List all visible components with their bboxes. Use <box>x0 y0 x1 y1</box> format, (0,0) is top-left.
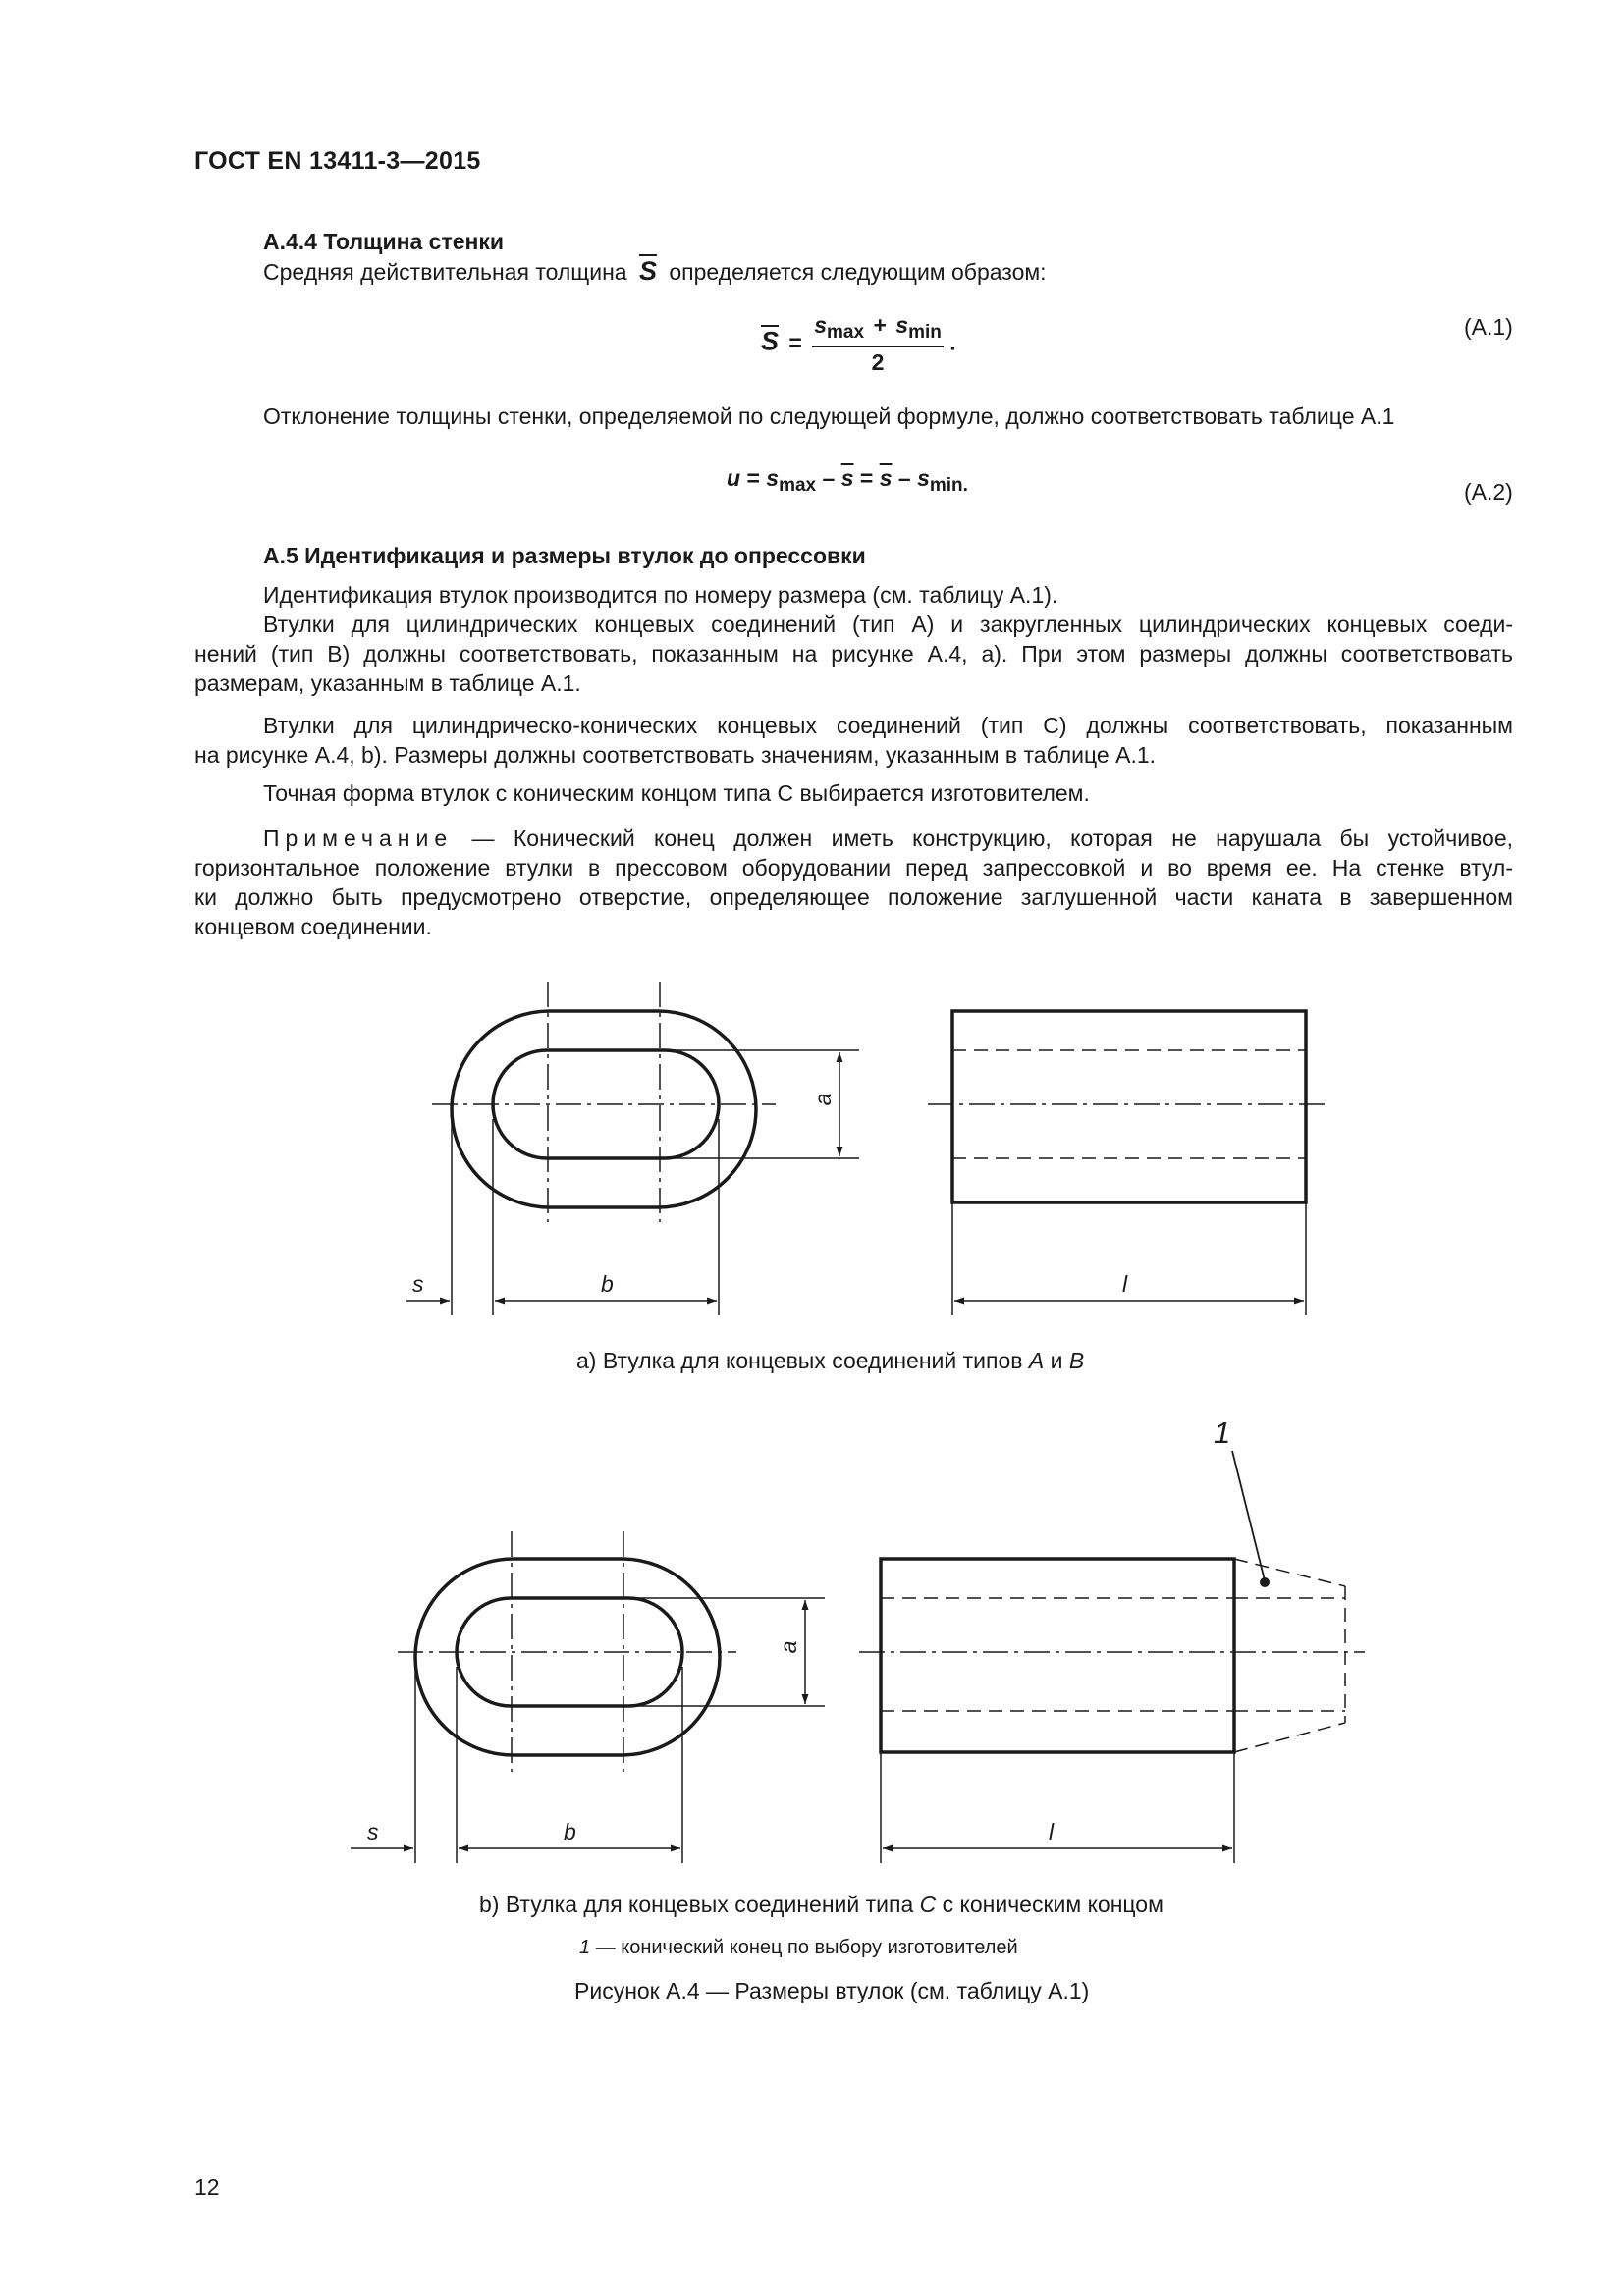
section-heading-a44: А.4.4 Толщина стенки <box>263 229 505 254</box>
figure-title: Рисунок А.4 — Размеры втулок (см. таблицу А.1) <box>574 1978 1090 2003</box>
figure-a-side-view <box>928 1011 1330 1315</box>
a5-paragraph-3: Втулки для цилиндрическо-конических концевых соединений (тип C) должны соответствовать, показанным на рисунке А.4, b). Размеры должны соответствовать значениям, указанным в таблице А.1. <box>194 713 1513 768</box>
label-s-b: s <box>367 1819 379 1844</box>
label-a: a <box>810 1093 836 1106</box>
formula-a2: $u = s_{max} - \overline{s} = \overline{s} - s_{min.}$ <box>727 465 968 496</box>
callout-dot <box>1260 1577 1270 1587</box>
label-b-b: b <box>564 1819 576 1844</box>
figure-b-cross-section <box>351 1531 825 1863</box>
note-label: Примечание <box>263 826 454 851</box>
caption-figure-b: b) Втулка для концевых соединений типа C с коническим концом <box>479 1892 1164 1917</box>
label-a-b: a <box>776 1640 801 1654</box>
formula-a1-number: (А.1) <box>1464 314 1513 340</box>
formula-a1: $\overline{S}$ = $\frac{s_{max} + s_{min}}{2}$ . <box>761 312 956 375</box>
cone-top-edge <box>1234 1559 1345 1586</box>
label-l-b: l <box>1049 1819 1055 1844</box>
page-number: 12 <box>194 2174 220 2200</box>
cone-bottom-edge <box>1234 1723 1345 1752</box>
label-b: b <box>601 1271 614 1297</box>
intro-after: определяется следующим образом: <box>669 259 1047 285</box>
deviation-text: Отклонение толщины стенки, определяемой по следующей формуле, должно соответствовать таблице А.1 <box>263 403 1395 429</box>
sleeve-side-outline <box>952 1011 1306 1202</box>
a5-note: Примечание — Конический конец должен иметь конструкцию, которая не нарушала бы устойчивое, горизонтальное положение втулки в прессовом оборудовании перед запрессовкой и во время ее. На стенке втул- ки должно быть предусмотрено отверстие, определяющее положение заглушенной части каната в завершенном концевом соединении. <box>194 826 1513 939</box>
callout-number: 1 <box>1214 1415 1231 1450</box>
callout-leader <box>1232 1451 1265 1580</box>
label-s: s <box>412 1271 424 1297</box>
formula-a2-number: (А.2) <box>1464 479 1513 505</box>
formula-a1-fraction: $\frac{s_{max} + s_{min}}{2}$ <box>814 312 942 375</box>
figure-a-cross-section <box>406 982 859 1315</box>
figure-legend: 1 — конический конец по выбору изготовителей <box>579 1937 1018 1958</box>
section-heading-a5: А.5 Идентификация и размеры втулок до опрессовки <box>263 543 866 568</box>
sleeve-side-outline-b <box>881 1559 1234 1752</box>
a5-paragraph-4: Точная форма втулок с коническим концом типа C выбирается изготовителем. <box>263 780 1090 806</box>
caption-figure-a: a) Втулка для концевых соединений типов A и B <box>576 1348 1085 1373</box>
a5-paragraph-2: Втулки для цилиндрических концевых соединений (тип A) и закругленных цилиндрических концевых соеди- нений (тип B) должны соответствовать, показанным на рисунке А.4, a). При этом размеры должны соответствовать размерам, указанным в таблице А.1. <box>194 612 1513 696</box>
formula-a1-lhs: $\overline{S}$ <box>761 326 780 356</box>
sleeve-outer-contour <box>452 1011 756 1207</box>
sleeve-outer-contour-b <box>415 1559 720 1755</box>
label-l: l <box>1122 1271 1128 1297</box>
document-header: ГОСТ EN 13411-3—2015 <box>194 147 481 175</box>
intro-before: Средняя действительная толщина <box>263 259 627 285</box>
figure-b-side-view <box>859 1451 1365 1863</box>
mean-thickness-symbol: $\overline{S}$ <box>638 256 657 286</box>
a5-paragraph-1: Идентификация втулок производится по номеру размера (см. таблицу А.1). <box>263 582 1058 608</box>
